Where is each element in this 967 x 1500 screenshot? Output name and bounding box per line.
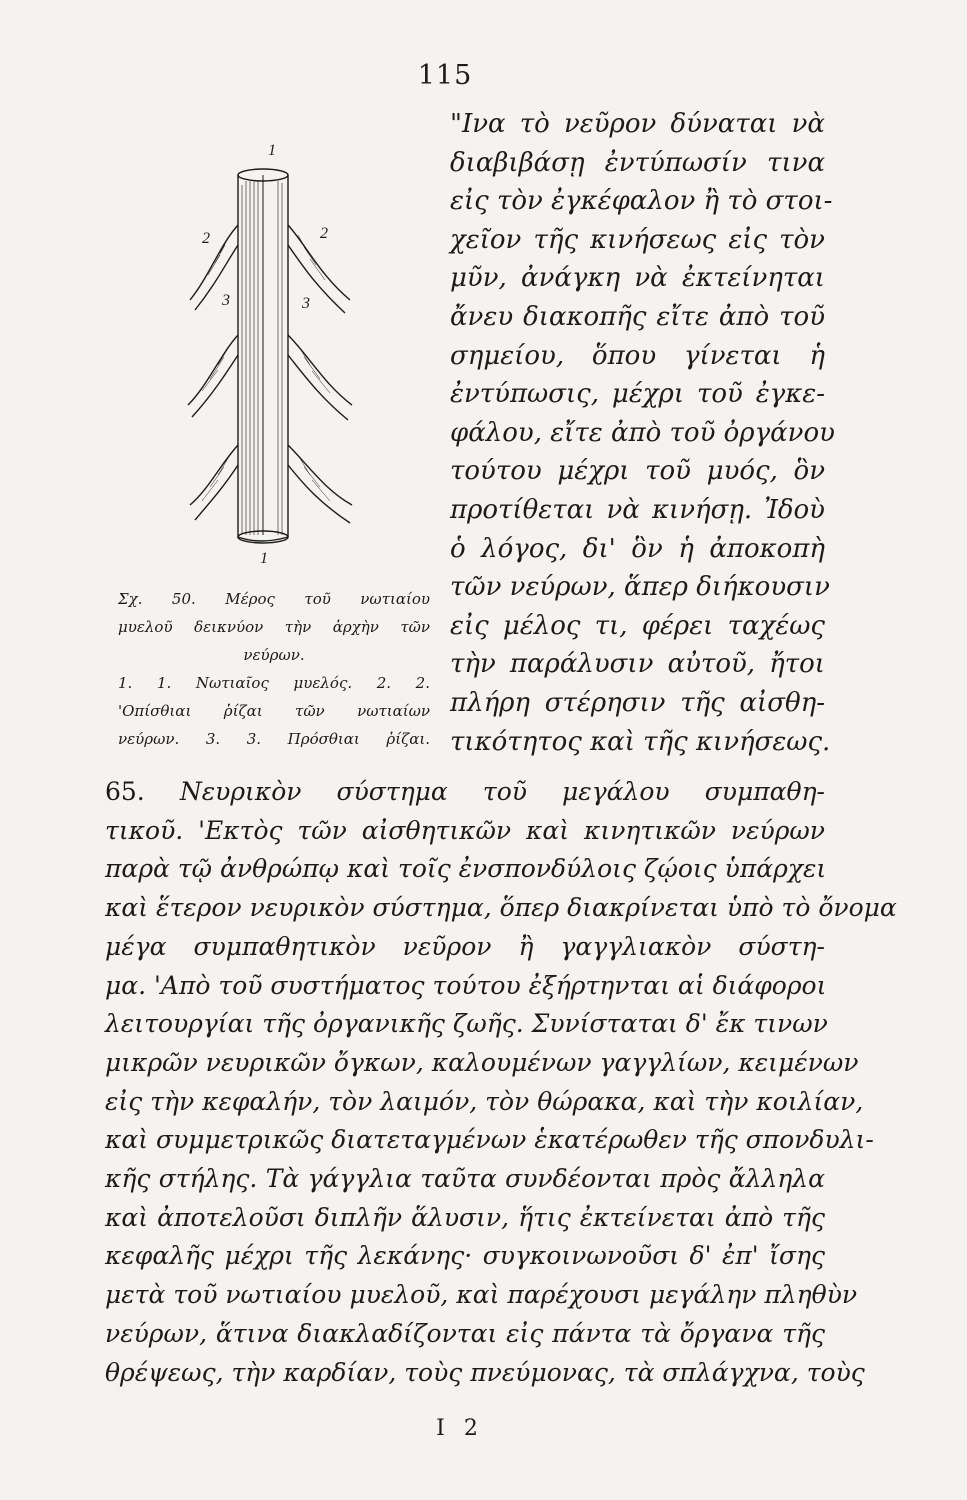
- caption-line: 1. 1. Νωτιαῖος μυελός. 2. 2.: [118, 674, 430, 692]
- nerve-root-left-2: [188, 335, 238, 417]
- text-line: τὴν παράλυσιν αὐτοῦ, ἤτοι: [450, 649, 825, 680]
- caption-line: Σχ. 50. Μέρος τοῦ νωτιαίου: [118, 590, 430, 608]
- page-number: 115: [417, 60, 473, 91]
- caption-line: 'Οπίσθιαι ῥίζαι τῶν νωτιαίων: [118, 702, 430, 720]
- spinal-cord-figure: [180, 135, 380, 565]
- spinal-cord-illustration: [180, 135, 380, 565]
- text-line: μα. 'Απὸ τοῦ συστήματος τούτου ἐξήρτηνται αἱ διάφοροι: [105, 970, 827, 1000]
- section-65: [105, 773, 897, 1392]
- text-line: καὶ ἕτερον νευρικὸν σύστημα, ὅπερ διακρίνεται ὑπὸ τὸ ὄνομα: [105, 893, 897, 923]
- text-line: θρέψεως, τὴν καρδίαν, τοὺς πνεύμονας, τὰ σπλάγχνα, τοὺς: [105, 1357, 865, 1387]
- text-line: καὶ ἀποτελοῦσι διπλῆν ἅλυσιν, ἥτις ἐκτείνεται ἀπὸ τῆς: [105, 1202, 825, 1232]
- text-line: διαβιβάσῃ ἐντύπωσίν τινα: [450, 147, 825, 178]
- text-line: μέγα συμπαθητικὸν νεῦρον ἢ γαγγλιακὸν σύστη-: [105, 931, 825, 961]
- figure-label-right-2: 2: [320, 225, 328, 242]
- nerve-root-right-2: [288, 335, 352, 420]
- figure-label-right-3: 3: [302, 295, 310, 312]
- text-line: κεφαλῆς μέχρι τῆς λεκάνης· συγκοινωνοῦσι δ' ἐπ' ἴσης: [105, 1241, 825, 1271]
- body-text-column: [450, 105, 835, 761]
- text-line: εἰς μέλος τι, φέρει ταχέως: [450, 610, 825, 641]
- text-line: νεύρων, ἅτινα διακλαδίζονται εἰς πάντα τὰ ὄργανα τῆς: [105, 1318, 825, 1348]
- figure-label-top: 1: [268, 142, 276, 159]
- text-line: ἐντύπωσις, μέχρι τοῦ ἐγκε-: [450, 379, 825, 410]
- figure-label-left-3: 3: [222, 292, 230, 309]
- text-line: τικότητος καὶ τῆς κινήσεως.: [450, 726, 831, 757]
- text-line: προτίθεται νὰ κινήσῃ. Ἰδοὺ: [450, 494, 825, 525]
- nerve-root-left-3: [190, 445, 238, 520]
- text-line: μῦν, ἀνάγκη νὰ ἐκτείνηται: [450, 263, 825, 294]
- text-line: "Ινα τὸ νεῦρον δύναται νὰ: [450, 109, 825, 139]
- text-line: ἄνευ διακοπῆς εἴτε ἀπὸ τοῦ: [450, 301, 825, 332]
- section-number: 65.: [105, 777, 145, 806]
- text-line: σημείου, ὅπου γίνεται ἡ: [450, 340, 825, 371]
- text-line: καὶ συμμετρικῶς διατεταγμένων ἑκατέρωθεν τῆς σπονδυλι-: [105, 1125, 874, 1155]
- nerve-root-right-1: [288, 225, 350, 313]
- text-line: παρὰ τῷ ἀνθρώπῳ καὶ τοῖς ἐνσπονδύλοις ζῴοις ὑπάρχει: [105, 854, 827, 884]
- text-line: εἰς τὸν ἐγκέφαλον ἢ τὸ στοι-: [450, 186, 833, 217]
- text-line: φάλου, εἴτε ἀπὸ τοῦ ὀργάνου: [450, 417, 835, 448]
- figure-caption: [118, 585, 430, 753]
- text-line: ὁ λόγος, δι' ὃν ἡ ἀποκοπὴ: [450, 533, 825, 564]
- figure-label-left-2: 2: [202, 230, 210, 247]
- text-line: τῶν νεύρων, ἅπερ διήκουσιν: [450, 572, 830, 603]
- text-line: μετὰ τοῦ νωτιαίου μυελοῦ, καὶ παρέχουσι μεγάλην πληθὺν: [105, 1280, 858, 1310]
- nerve-root-right-3: [288, 445, 352, 523]
- figure-label-bottom: 1: [260, 550, 268, 565]
- caption-line: νεύρων. 3. 3. Πρόσθιαι ῥίζαι.: [118, 730, 430, 748]
- text-line: τικοῦ. 'Εκτὸς τῶν αἰσθητικῶν καὶ κινητικῶν νεύρων: [105, 815, 825, 845]
- caption-line: μυελοῦ δεικνύον τὴν ἀρχὴν τῶν: [118, 618, 430, 636]
- text-line: μικρῶν νευρικῶν ὄγκων, καλουμένων γαγγλίων, κειμένων: [105, 1047, 859, 1077]
- nerve-root-left-1: [190, 225, 238, 310]
- caption-line: νεύρων.: [243, 646, 305, 664]
- text-line: εἰς τὴν κεφαλήν, τὸν λαιμόν, τὸν θώρακα, καὶ τὴν κοιλίαν,: [105, 1086, 864, 1116]
- text-line: πλήρη στέρησιν τῆς αἰσθη-: [450, 687, 825, 718]
- text-line: λειτουργίαι τῆς ὀργανικῆς ζωῆς. Συνίσταται δ' ἔκ τινων: [105, 1009, 828, 1039]
- text-line: χεῖον τῆς κινήσεως εἰς τὸν: [450, 224, 825, 255]
- section-heading-line: [105, 773, 825, 812]
- text-line: τούτου μέχρι τοῦ μυός, ὃν: [450, 456, 825, 487]
- text-line: κῆς στήλης. Τὰ γάγγλια ταῦτα συνδέονται πρὸς ἄλληλα: [105, 1164, 825, 1194]
- section-title: Νευρικὸν σύστημα τοῦ μεγάλου συμπαθη-: [179, 777, 825, 806]
- signature-mark: I 2: [436, 1416, 484, 1441]
